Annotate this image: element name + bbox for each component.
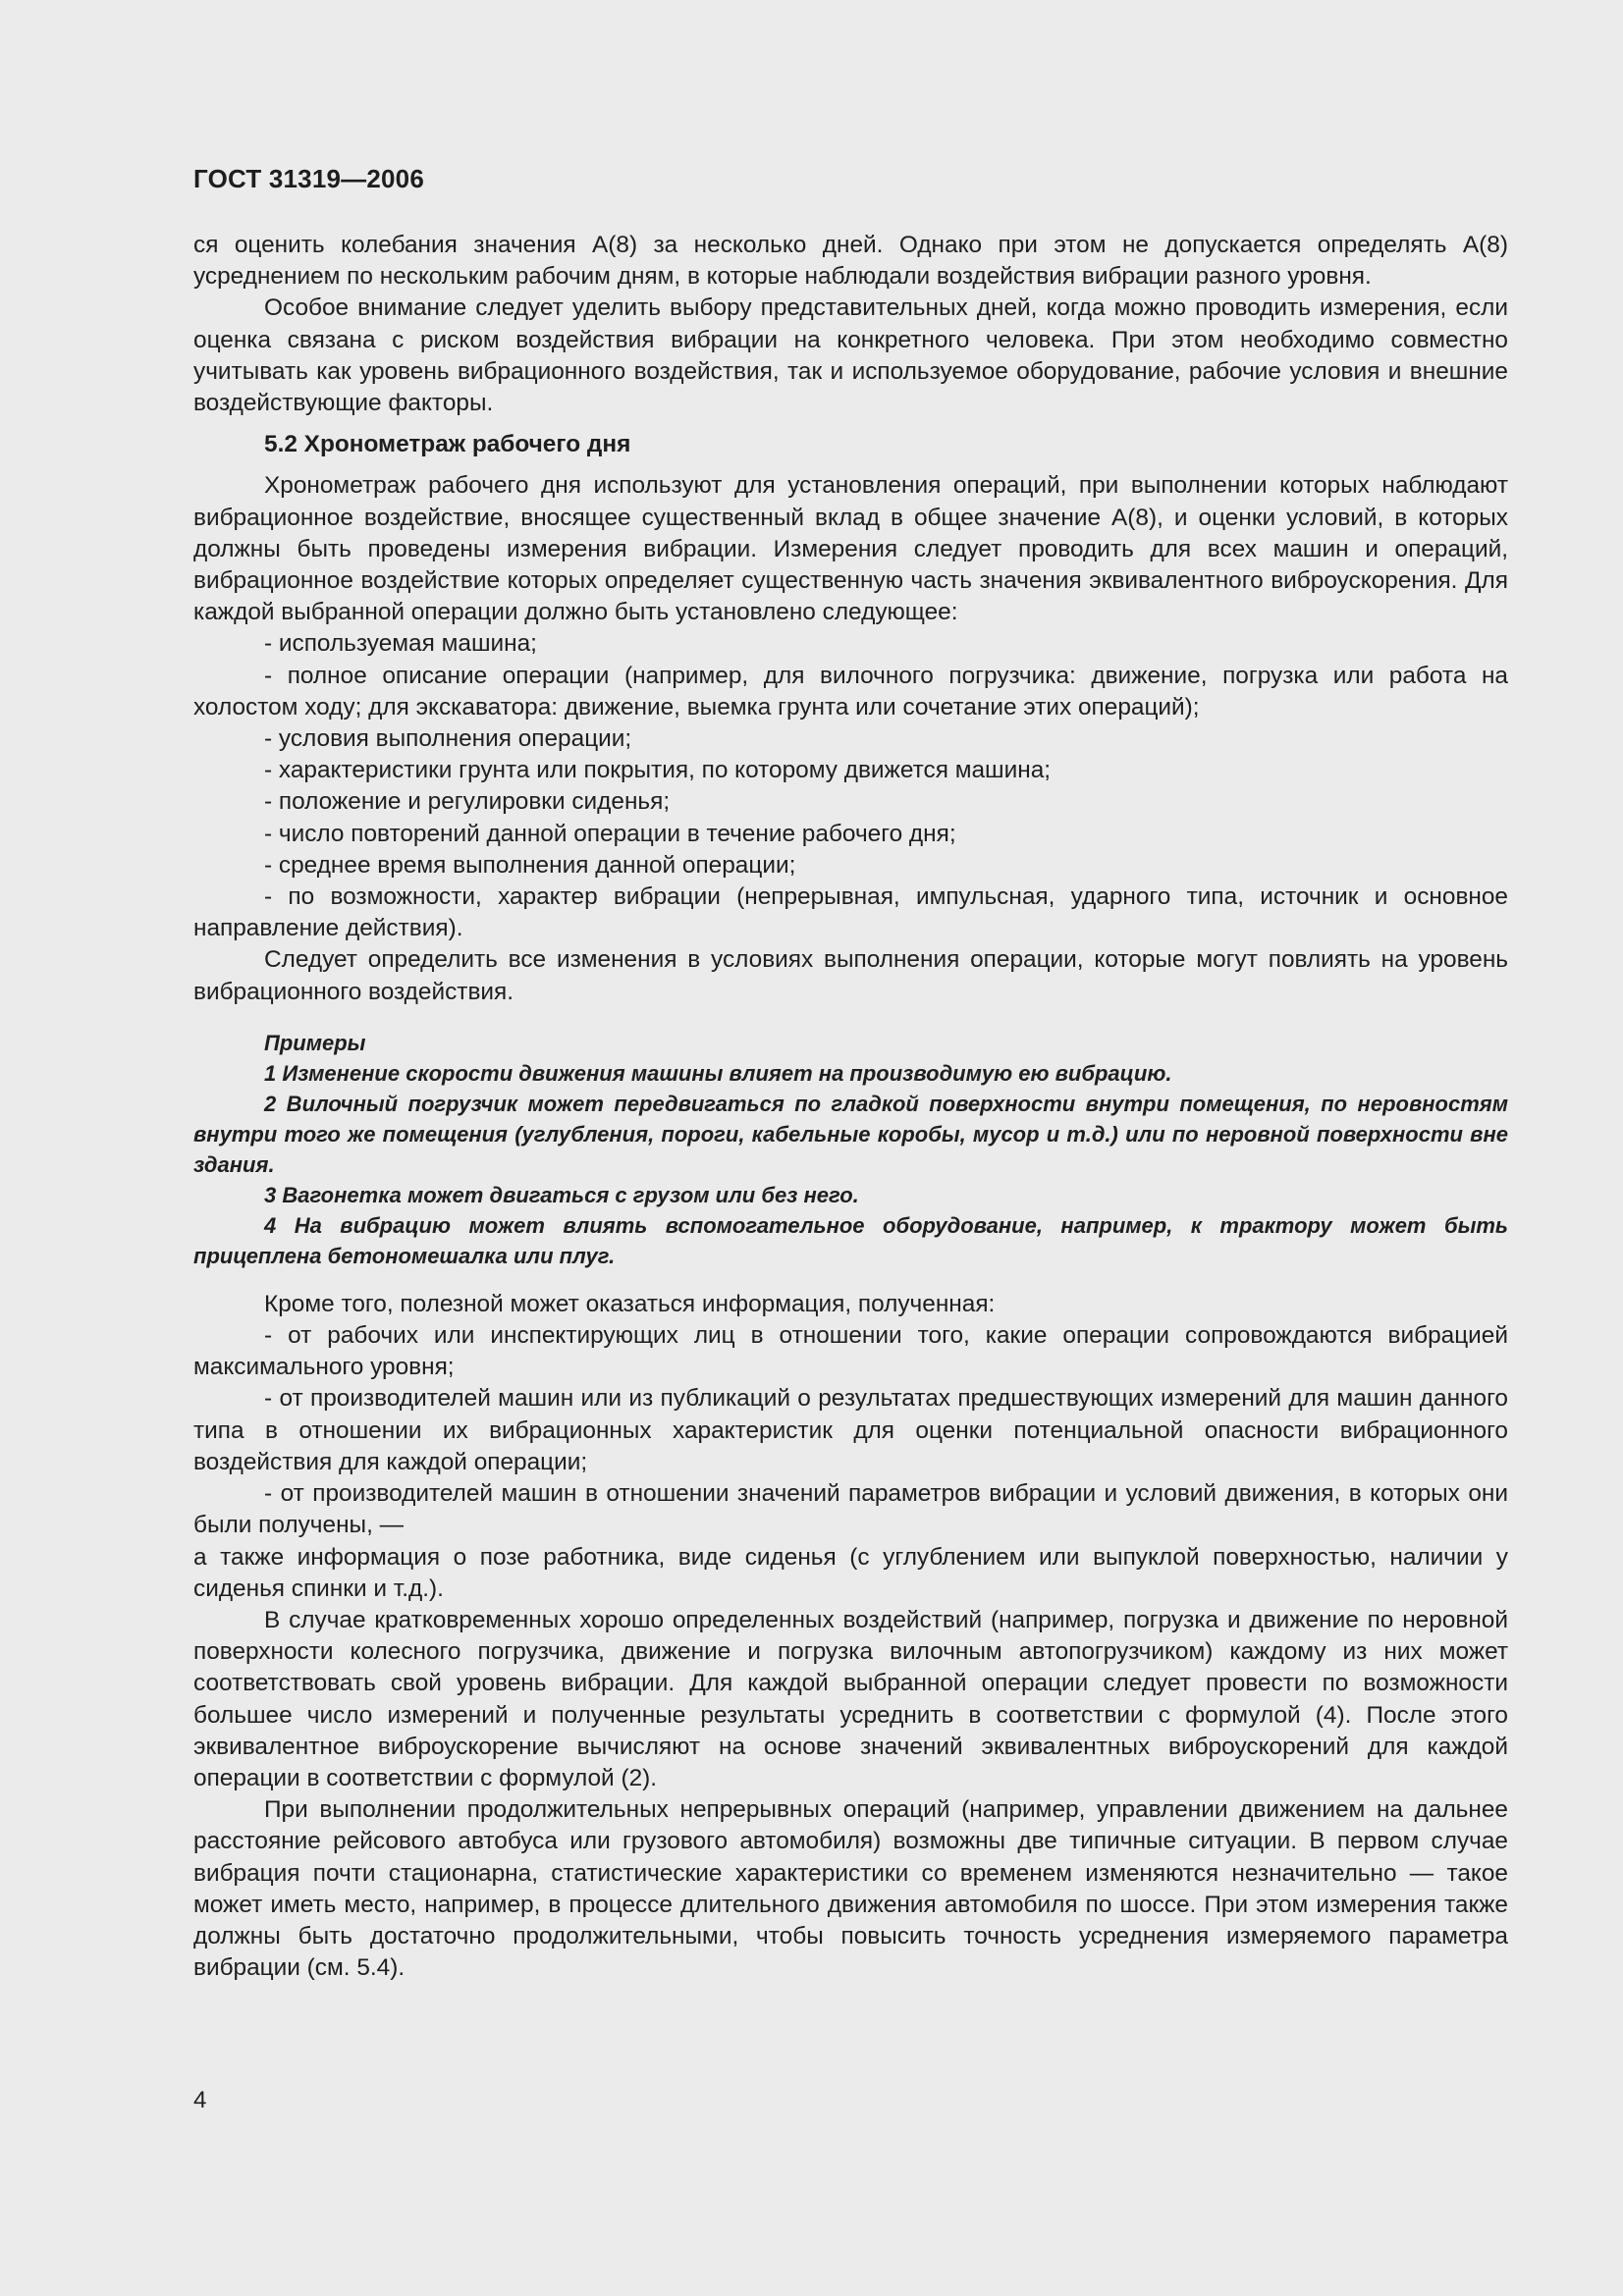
paragraph: При выполнении продолжительных непрерывных операций (например, управлении движением на дальнее расстояние рейсового автобуса или грузового автомобиля) возможны две типичные ситуации. В первом случае вибрация почти стационарна, статистические характеристики со временем изменяются незначительно — такое может иметь место, например, в процессе длительного движения автомобиля по шоссе. При этом измерения также должны быть достаточно продолжительными, чтобы повысить точность усреднения измеряемого параметра вибрации (см. 5.4). [193,1796,1508,1982]
paragraph: Кроме того, полезной может оказаться информация, полученная: [264,1290,996,1317]
document-code: ГОСТ 31319—2006 [193,164,424,193]
list-item: - положение и регулировки сиденья; [264,788,671,816]
list-item: - условия выполнения операции; [264,725,632,753]
page-number: 4 [193,2087,207,2113]
example-item: 3 Вагонетка может двигаться с грузом или без него. [264,1182,859,1207]
examples-title: Примеры [264,1030,366,1055]
list-item: - от производителей машин в отношении значений параметров вибрации и условий движения, в которых они были получены, — [193,1480,1508,1539]
document-body [193,230,1508,1984]
paragraph: ся оценить колебания значения A(8) за несколько дней. Однако при этом не допускается определять A(8) усреднением по нескольким рабочим дням, в которые наблюдали воздействия вибрации разного уровня. [193,232,1508,291]
examples-block [193,1028,1508,1271]
list-item: - от производителей машин или из публикаций о результатах предшествующих измерений для машин данного типа в отношении их вибрационных характеристик для оценки потенциальной опасности вибрационного воздействия для каждой операции; [193,1385,1508,1475]
list-item: - используемая машина; [264,630,537,658]
paragraph: а также информация о позе работника, виде сиденья (с углублением или выпуклой поверхностью, наличии у сиденья спинки и т.д.). [193,1543,1508,1602]
paragraph: Особое внимание следует уделить выбору представительных дней, когда можно проводить измерения, если оценка связана с риском воздействия вибрации на конкретного человека. При этом необходимо совместно учитывать как уровень вибрационного воздействия, так и используемое оборудование, рабочие условия и внешние воздействующие факторы. [193,294,1508,417]
list-item: - среднее время выполнения данной операции; [264,851,796,879]
list-item: - по возможности, характер вибрации (непрерывная, импульсная, ударного типа, источник и основное направление действия). [193,883,1508,942]
section-heading: 5.2 Хронометраж рабочего дня [264,431,631,458]
paragraph: В случае кратковременных хорошо определенных воздействий (например, погрузка и движение по неровной поверхности колесного погрузчика, движение и погрузка вилочным автопогрузчиком) каждому из них может соответствовать свой уровень вибрации. Для каждой выбранной операции следует провести по возможности большее число измерений и полученные результаты усреднить в соответствии с формулой (4). После этого эквивалентное виброускорение вычисляют на основе значений эквивалентных виброускорений для каждой операции в соответствии с формулой (2). [193,1606,1508,1791]
paragraph: Хронометраж рабочего дня используют для установления операций, при выполнении которых наблюдают вибрационное воздействие, вносящее существенный вклад в общее значение A(8), и оценки условий, в которых должны быть проведены измерения вибрации. Измерения следует проводить для всех машин и операций, вибрационное воздействие которых определяет существенную часть значения эквивалентного виброускорения. Для каждой выбранной операции должно быть установлено следующее: [193,472,1508,626]
example-item: 4 На вибрацию может влиять вспомогательное оборудование, например, к трактору может быть прицеплена бетономешалка или плуг. [193,1212,1508,1268]
list-item: - полное описание операции (например, для вилочного погрузчика: движение, погрузка или работа на холостом ходу; для экскаватора: движение, выемка грунта или сочетание этих операций); [193,662,1508,721]
example-item: 2 Вилочный погрузчик может передвигаться по гладкой поверхности внутри помещения, по неровностям внутри того же помещения (углубления, пороги, кабельные коробы, мусор и т.д.) или по неровной поверхности вне здания. [193,1091,1508,1177]
list-item: - характеристики грунта или покрытия, по которому движется машина; [264,757,1052,784]
example-item: 1 Изменение скорости движения машины влияет на производимую ею вибрацию. [264,1060,1172,1086]
paragraph: Следует определить все изменения в условиях выполнения операции, которые могут повлиять на уровень вибрационного воздействия. [193,946,1508,1005]
list-item: - число повторений данной операции в течение рабочего дня; [264,820,956,847]
list-item: - от рабочих или инспектирующих лиц в отношении того, какие операции сопровождаются вибрацией максимального уровня; [193,1322,1508,1381]
